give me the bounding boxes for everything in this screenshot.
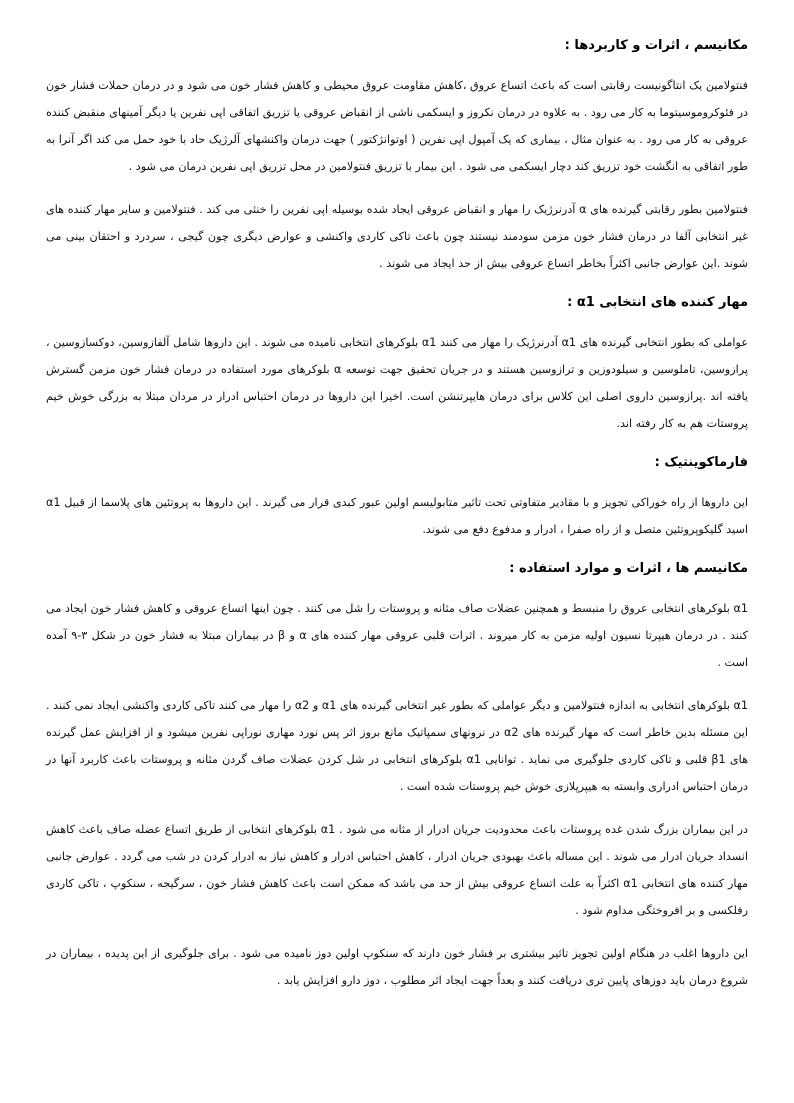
paragraph: این داروها از راه خوراکی تجویز و با مقادیر متفاوتی تحت تاثیر متابولیسم اولین عبور کبدی قرار می گیرند . این داروها به پروتئین های پلاسما از قبیل α1 اسید گلیکوپروتئین متصل و از راه صفرا ، ادرار و مدفوع دفع می شوند. bbox=[46, 496, 748, 536]
paragraph: این داروها اغلب در هنگام اولین تجویز تاثیر بیشتری بر فشار خون دارند که سنکوپ اولین دوز نامیده می شود . برای جلوگیری از این پدیده ، بیماران در شروع درمان باید دوزهای پایین تری دریافت کنند و بعداً جهت ایجاد اثر مطلوب ، دوز دارو افزایش یابد . bbox=[46, 947, 748, 987]
section-selective-alpha1-blockers bbox=[46, 293, 748, 437]
section-mechanisms-effects-indications bbox=[46, 559, 748, 994]
section-mechanism-effects-uses bbox=[46, 36, 748, 277]
paragraph: در این بیماران بزرگ شدن غده پروستات باعث محدودیت جریان ادرار از مثانه می شود . α1 بلوکرهای انتخابی از طریق اتساع عضله صاف باعث کاهش انسداد جریان ادرار می شوند . این مساله باعث بهبودی جریان ادرار ، کاهش احتباس ادرار و کاهش نیاز به ادرار کردن در شب می گردد . عوارض جانبی مهار کننده های انتخابی α1 اکثراً به علت اتساع عروقی بیش از حد می باشد که ممکن است باعث کاهش فشار خون ، سرگیجه ، سنکوپ ، تاکی کاردی رفلکسی و بر افروختگی مداوم شود . bbox=[46, 823, 748, 917]
section-heading: مکانیسم ها ، اثرات و موارد استفاده : bbox=[509, 561, 748, 576]
paragraph: α1 بلوکرهای انتخابی به اندازه فنتولامین و دیگر عواملی که بطور غیر انتخابی گیرنده های α1 و α2 را مهار می کنند تاکی کاردی واکنشی ایجاد نمی کنند . این مسئله بدین خاطر است که مهار گیرنده های α2 در نرونهای سمپاتیک مانع بروز اثر پس نورد مهاری نوراپی نفرین میشود و از افزایش عمل گیرنده های β1 قلبی و تاکی کاردی جلوگیری می نماید . توانایی α1 بلوکرهای انتخابی در شل کردن عضلات صاف گردن مثانه و پروستات باعث کاربرد آنها در درمان احتباس ادراری وابسته به هیپرپلازی خوش خیم پروستات شده است . bbox=[46, 699, 749, 793]
section-heading: فارماکوینتیک : bbox=[654, 455, 748, 470]
section-pharmacokinetics bbox=[46, 453, 748, 543]
paragraph: عواملی که بطور انتخابی گیرنده های α1 آدرنرژیک را مهار می کنند α1 بلوکرهای انتخابی نامیده می شوند . این داروها شامل آلفازوسین، دوکسازوسین ، پرازوسین، تاملوسین و سیلودوزین و ترازوسین هستند و در جریان تحقیق جهت توسعه α بلوکرهای مورد استفاده در درمان فشار خون مزمن گسترش یافته اند .پرازوسین داروی اصلی این کلاس برای درمان هایپرتنشن است. اخیرا این داروها در درمان احتباس ادرار در مردان مبتلا به بزرگی خوش خیم پروستات هم به کار رفته اند. bbox=[46, 336, 748, 430]
paragraph: فنتولامین یک انتاگونیست رقابتی است که باعث اتساع عروق ،کاهش مقاومت عروق محیطی و کاهش فشار خون می شود و در درمان حملات فشار خون در فئوکروموسیتوما به کار می رود . به علاوه در درمان نکروز و ایسکمی ناشی از انقباض عروقی یا تزریق اتفاقی اپی نفرین یا دیگر آمینهای منقبض کننده عروقی به کار می رود . به عنوان مثال ، بیماری که یک آمپول اپی نفرین ( اوتوانژکتور ) جهت درمان واکنشهای آلرژیک حاد با خود حمل می کند اگر آنرا به طور اتفاقی به انگشت خود تزریق کند دچار ایسکمی می شود . این بیمار با تزریق فنتولامین در محل تزریق اپی نفرین درمان می شود . bbox=[46, 79, 748, 173]
paragraph: α1 بلوکرهای انتخابی عروق را منبسط و همچنین عضلات صاف مثانه و پروستات را شل می کنند . چون اینها اتساع عروقی و کاهش فشار خون ایجاد می کنند . در درمان هیپرتا نسیون اولیه مزمن به کار میروند . اثرات قلبی عروقی مهار کننده های α و β در بیماران مبتلا به فشار خون در شکل ۳-۹ آمده است . bbox=[46, 602, 748, 669]
paragraph: فنتولامین بطور رقابتی گیرنده های α آدرنرژیک را مهار و انقباض عروقی ایجاد شده بوسیله اپی نفرین را خنثی می کند . فنتولامین و سایر مهار کننده های غیر انتخابی آلفا در درمان فشار خون مزمن سودمند نیستند چون باعث تاکی کاردی واکنشی و عوارض دیگری چون گیجی ، سردرد و احتقان بینی می شوند .این عوارض جانبی اکثراً بخاطر اتساع عروقی بیش از حد ایجاد می شوند . bbox=[46, 203, 748, 270]
section-heading: مکانیسم ، اثرات و کاربردها : bbox=[564, 38, 748, 53]
section-heading: مهار کننده های انتخابی α1 : bbox=[567, 295, 748, 310]
